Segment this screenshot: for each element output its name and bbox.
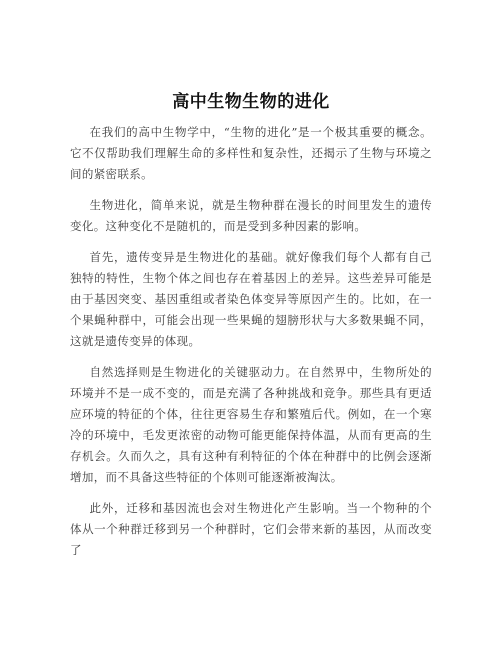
- paragraph-genetic-variation: 首先，遗传变异是生物进化的基础。就好像我们每个人都有自己独特的特性，生物个体之间也存在着基因上的差异。这些差异可能是由于基因突变、基因重组或者染色体变异等原因产生的。比如，在一个果蝇种群中，可能会出现一些果蝇的翅膀形状与大多数果蝇不同，这就是遗传变异的体现。: [70, 250, 432, 348]
- document-body: [70, 122, 432, 561]
- paragraph-natural-selection: 自然选择则是生物进化的关键驱动力。在自然界中，生物所处的环境并不是一成不变的，而是充满了各种挑战和竞争。那些具有更适应环境的特征的个体，往往更容易生存和繁殖后代。例如，在一个寒冷的环境中，毛发更浓密的动物可能更能保持体温，从而有更高的生存机会。久而久之，具有这种有利特征的个体在种群中的比例会逐渐增加，而不具备这些特征的个体则可能逐渐被淘汰。: [70, 365, 432, 484]
- paragraph-intro: 在我们的高中生物学中，“生物的进化”是一个极其重要的概念。它不仅帮助我们理解生命的多样性和复杂性，还揭示了生物与环境之间的紧密联系。: [70, 125, 432, 181]
- paragraph-migration-gene-flow: 此外，迁移和基因流也会对生物进化产生影响。当一个物种的个体从一个种群迁移到另一个种群时，它们会带来新的基因，从而改变了: [70, 501, 432, 557]
- document-title: 高中生物生物的进化: [172, 92, 330, 112]
- paragraph-definition: 生物进化，简单来说，就是生物种群在漫长的时间里发生的遗传变化。这种变化不是随机的，而是受到多种因素的影响。: [70, 198, 432, 233]
